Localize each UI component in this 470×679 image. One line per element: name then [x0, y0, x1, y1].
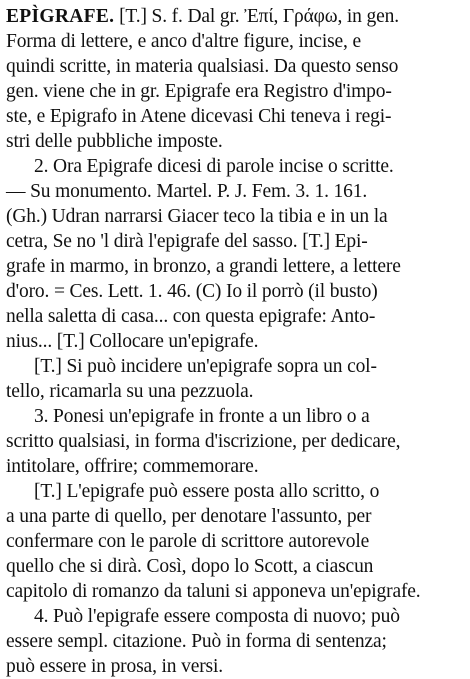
sense-4-line: 4. Può l'epigrafe essere composta di nuovo; può — [34, 606, 400, 627]
headword: EPÌGRAFE. — [6, 6, 115, 27]
entry-line: cetra, Se no 'l dirà l'epigrafe del sasso. [T.] Epi- — [6, 231, 368, 252]
entry-line — [6, 4, 460, 29]
entry-line: nius... [T.] Collocare un'epigrafe. — [6, 331, 259, 352]
entry-line-text: [T.] S. f. Dal gr. Ἐπί, Γράφω, in gen. — [119, 6, 399, 27]
entry-line: tello, ricamarla su una pezzuola. — [6, 381, 254, 402]
entry-line: d'oro. = Ces. Lett. 1. 46. (C) Io il porrò (il busto) — [6, 281, 378, 302]
entry-line: (Gh.) Udran narrarsi Giacer teco la tibia e in un la — [6, 206, 388, 227]
entry-line: ste, e Epigrafo in Atene dicevasi Chi teneva i regi- — [6, 106, 392, 127]
entry-line: Forma di lettere, e anco d'altre figure, incise, e — [6, 31, 361, 52]
entry-line: nella saletta di casa... con questa epigrafe: Anto- — [6, 306, 376, 327]
entry-line: può essere in prosa, in versi. — [6, 656, 223, 677]
entry-line: intitolare, offrire; commemorare. — [6, 456, 259, 477]
entry-line: stri delle pubbliche imposte. — [6, 131, 223, 152]
entry-line: confermare con le parole di scrittore autorevole — [6, 531, 370, 552]
sense-2-line: 2. Ora Epigrafe dicesi di parole incise o scritte. — [34, 156, 394, 177]
entry-line: grafe in marmo, in bronzo, a grandi lettere, a lettere — [6, 256, 401, 277]
entry-line: capitolo di romanzo da taluni si apponeva un'epigrafe. — [6, 581, 421, 602]
entry-line: — Su monumento. Martel. P. J. Fem. 3. 1. 161. — [6, 181, 368, 202]
subsense-line: [T.] Si può incidere un'epigrafe sopra un col- — [34, 356, 377, 377]
subsense-line: [T.] L'epigrafe può essere posta allo scritto, o — [34, 481, 380, 502]
entry-line: scritto qualsiasi, in forma d'iscrizione, per dedicare, — [6, 431, 401, 452]
entry-line: a una parte di quello, per denotare l'assunto, per — [6, 506, 372, 527]
entry-line: quindi scritte, in materia qualsiasi. Da questo senso — [6, 56, 399, 77]
entry-line: quello che si dirà. Così, dopo lo Scott, a ciascun — [6, 556, 374, 577]
entry-line: essere sempl. citazione. Può in forma di sentenza; — [6, 631, 387, 652]
sense-3-line: 3. Ponesi un'epigrafe in fronte a un libro o a — [34, 406, 370, 427]
entry-line: gen. viene che in gr. Epigrafe era Registro d'impo- — [6, 81, 392, 102]
